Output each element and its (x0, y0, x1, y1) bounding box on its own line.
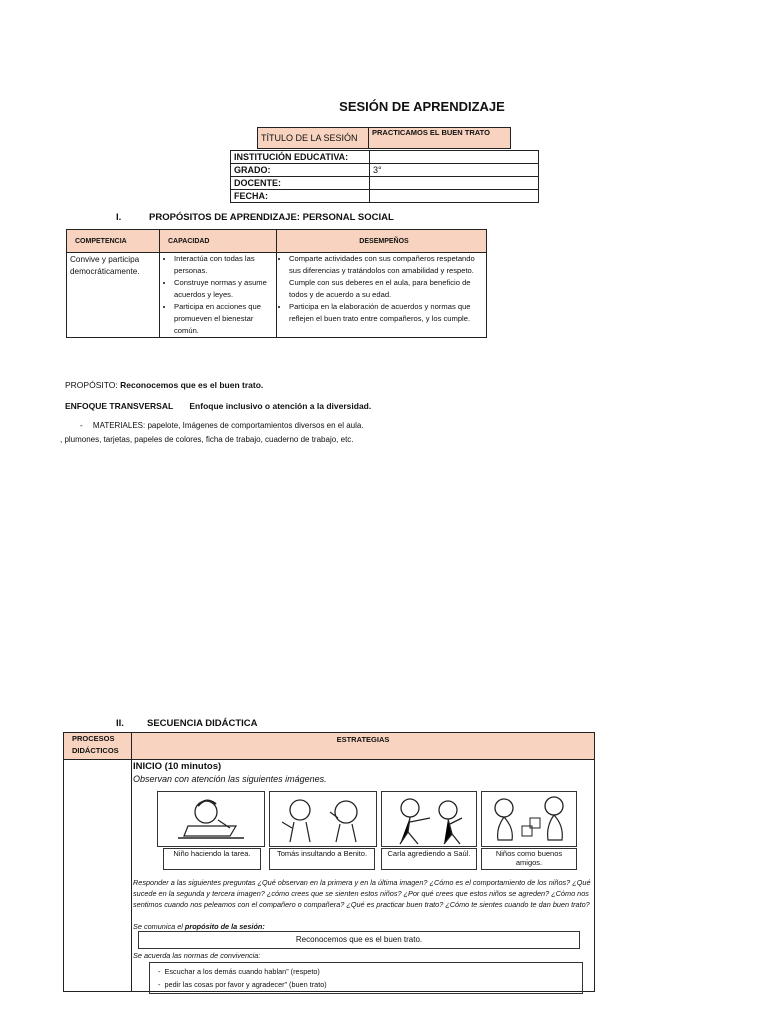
norm-item: - Escuchar a los demás cuando hablan” (respeto) (158, 967, 320, 976)
norms-box (149, 962, 583, 994)
enfoque-line (65, 401, 371, 411)
info-label-institucion: INSTITUCIÓN EDUCATIVA: (231, 151, 370, 164)
acuerda-line: Se acuerda las normas de convivencia: (133, 951, 261, 960)
section2-title: SECUENCIA DIDÁCTICA (147, 718, 258, 729)
proposito-label: PROPÓSITO: (65, 380, 118, 390)
session-title-label: TÍTULO DE LA SESIÓN (258, 128, 369, 149)
materiales-line (80, 421, 364, 430)
inicio-heading: INICIO (10 minutos) (133, 761, 222, 772)
section2-number: II. (116, 718, 124, 729)
header-desempenos: DESEMPEÑOS (277, 230, 487, 253)
child-homework-image (157, 791, 265, 847)
desempenos-cell (277, 253, 487, 338)
norm-item: - pedir las cosas por favor y agradecer” (buen trato) (158, 980, 327, 989)
friends-image (481, 791, 577, 847)
capacidad-cell (160, 253, 277, 338)
purpose-box: Reconocemos que es el buen trato. (138, 931, 580, 949)
materiales-value: papelote, Imágenes de comportamientos diversos en el aula. (147, 421, 364, 430)
document-title: SESIÓN DE APRENDIZAJE (339, 99, 505, 114)
enfoque-value: Enfoque inclusivo o atención a la diversidad. (189, 401, 372, 411)
purposes-table (66, 229, 487, 338)
caption-friends: Niños como buenos amigos. (481, 848, 577, 870)
norm-text: Escuchar a los demás cuando hablan” (respeto) (164, 967, 320, 976)
insulting-image (269, 791, 377, 847)
caption-aggression: Carla agrediendo a Saúl. (381, 848, 477, 870)
section1-title: PROPÓSITOS DE APRENDIZAJE: PERSONAL SOCIAL (149, 212, 394, 223)
questions-text: Responder a las siguientes preguntas ¿Qué observan en la primera y en la última imagen? ¿Cómo es el comportamiento de los niños? ¿Qué sucede en la segunda y tercera imagen? ¿cómo crees que se sienten estos niños? ¿Por qué crees que estos niños se agreden? ¿Cómo nos sentimos cuando nos peleamos con el compañero o compañera? ¿Qué es practicar buen trato? ¿Cómo te sientes cuando te dan buen trato? (133, 878, 591, 909)
info-value-docente (370, 177, 539, 190)
procesos-cell (64, 760, 132, 992)
comunica-prefix: Se comunica el (133, 922, 185, 931)
materiales-dash: - (80, 421, 83, 430)
enfoque-label: ENFOQUE TRANSVERSAL (65, 401, 173, 411)
info-label-fecha: FECHA: (231, 190, 370, 203)
proposito-line (65, 380, 263, 390)
header-capacidad: CAPACIDAD (160, 230, 277, 253)
info-label-docente: DOCENTE: (231, 177, 370, 190)
session-title-table (257, 127, 511, 149)
info-table (230, 150, 539, 203)
caption-insulting: Tomás insultando a Benito. (269, 848, 375, 870)
header-procesos: PROCESOS DIDÁCTICOS (64, 733, 132, 760)
observe-instruction: Observan con atención las siguientes imágenes. (133, 774, 327, 784)
competencia-cell: Convive y participa democráticamente. (67, 253, 160, 338)
aggression-image (381, 791, 477, 847)
header-estrategias: ESTRATEGIAS (132, 733, 595, 760)
materiales-label: MATERIALES: (92, 421, 146, 430)
materiales-line2: , plumones, tarjetas, papeles de colores, ficha de trabajo, cuaderno de trabajo, etc. (60, 435, 354, 444)
info-label-grado: GRADO: (231, 164, 370, 177)
info-value-institucion (370, 151, 539, 164)
norm-text: pedir las cosas por favor y agradecer” (buen trato) (164, 980, 327, 989)
capacidad-item: • Participa en acciones que promueven el bienestar común. (174, 301, 273, 337)
header-competencia: COMPETENCIA (67, 230, 160, 253)
caption-homework: Niño haciendo la tarea. (163, 848, 261, 870)
desempeno-item: • Comparte actividades con sus compañeros respetando sus diferencias y tratándolos con amabilidad y respeto. Cumple con sus deberes en el aula, para beneficio de todos y de acuerdo a su edad. (289, 253, 483, 301)
section1-number: I. (116, 212, 122, 223)
capacidad-item: • Interactúa con todas las personas. (174, 253, 273, 277)
proposito-value: Reconocemos que es el buen trato. (120, 380, 264, 390)
comunica-bold: propósito de la sesión: (184, 922, 265, 931)
info-value-fecha (370, 190, 539, 203)
desempeno-item: • Participa en la elaboración de acuerdos y normas que reflejen el buen trato entre compañeros, y los cumple. (289, 301, 483, 325)
info-value-grado: 3° (370, 164, 539, 177)
capacidad-item: • Construye normas y asume acuerdos y leyes. (174, 277, 273, 301)
session-title-value: PRACTICAMOS EL BUEN TRATO (369, 128, 511, 149)
